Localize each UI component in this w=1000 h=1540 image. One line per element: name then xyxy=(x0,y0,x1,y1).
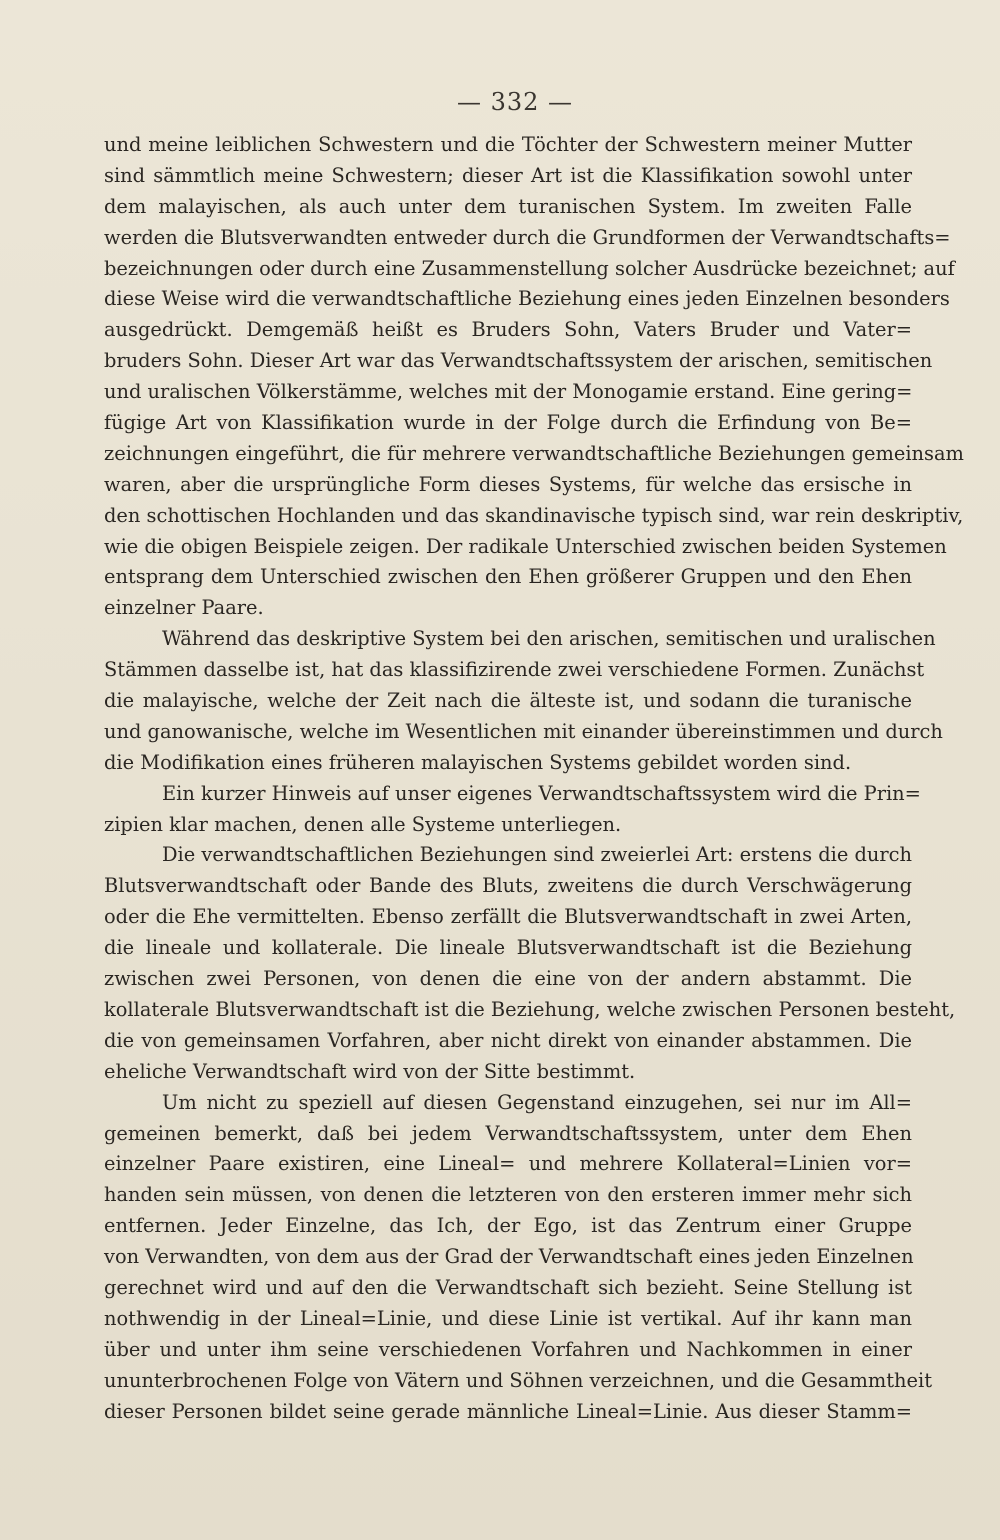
text-line: waren, aber die ursprüngliche Form dieses Systems, für welche das ersische in xyxy=(104,472,912,496)
text-line: kollaterale Blutsverwandtschaft ist die Beziehung, welche zwischen Personen besteht, xyxy=(104,997,956,1021)
text-line: den schottischen Hochlanden und das skandinavische typisch sind, war rein deskriptiv, xyxy=(104,503,964,527)
text-line: die lineale und kollaterale. Die lineale Blutsverwandtschaft ist die Beziehung xyxy=(104,936,912,960)
text-line: und ganowanische, welche im Wesentlichen mit einander übereinstimmen und durch xyxy=(104,719,943,743)
text-line: werden die Blutsverwandten entweder durch die Grundformen der Verwandtschafts= xyxy=(104,225,951,249)
text-line: oder die Ehe vermittelten. Ebenso zerfällt die Blutsverwandtschaft in zwei Arten, xyxy=(104,905,912,929)
text-line: bruders Sohn. Dieser Art war das Verwandtschaftssystem der arischen, semitischen xyxy=(104,349,933,373)
text-line: entfernen. Jeder Einzelne, das Ich, der Ego, ist das Zentrum einer Gruppe xyxy=(104,1214,912,1238)
text-line: und uralischen Völkerstämme, welches mit der Monogamie erstand. Eine gering= xyxy=(104,380,913,404)
text-line: gemeinen bemerkt, daß bei jedem Verwandtschaftssystem, unter dem Ehen xyxy=(104,1121,912,1145)
text-line: Um nicht zu speziell auf diesen Gegenstand einzugehen, sei nur im All= xyxy=(162,1090,912,1114)
text-line: einzelner Paare. xyxy=(104,596,264,620)
text-line: zipien klar machen, denen alle Systeme unterliegen. xyxy=(104,812,622,836)
text-line: Während das deskriptive System bei den arischen, semitischen und uralischen xyxy=(162,627,936,651)
text-line: wie die obigen Beispiele zeigen. Der radikale Unterschied zwischen beiden Systemen xyxy=(104,534,947,558)
text-line: zeichnungen eingeführt, die für mehrere verwandtschaftliche Beziehungen gemeinsam xyxy=(104,441,964,465)
text-line: fügige Art von Klassifikation wurde in der Folge durch die Erfindung von Be= xyxy=(104,411,912,435)
page-number: — 332 — xyxy=(456,88,574,116)
text-line: sind sämmtlich meine Schwestern; dieser Art ist die Klassifikation sowohl unter xyxy=(104,163,912,187)
text-line: bezeichnungen oder durch eine Zusammenstellung solcher Ausdrücke bezeichnet; auf xyxy=(104,256,955,280)
text-line: nothwendig in der Lineal=Linie, und diese Linie ist vertikal. Auf ihr kann man xyxy=(104,1306,912,1330)
text-line: Blutsverwandtschaft oder Bande des Bluts, zweitens die durch Verschwägerung xyxy=(104,874,912,898)
text-line: dieser Personen bildet seine gerade männliche Lineal=Linie. Aus dieser Stamm= xyxy=(104,1399,912,1423)
text-line: ausgedrückt. Demgemäß heißt es Bruders Sohn, Vaters Bruder und Vater= xyxy=(104,318,912,342)
text-line: Stämmen dasselbe ist, hat das klassifizirende zwei verschiedene Formen. Zunächst xyxy=(104,658,925,682)
text-line: diese Weise wird die verwandtschaftliche Beziehung eines jeden Einzelnen besonders xyxy=(104,287,950,311)
text-line: die malayische, welche der Zeit nach die älteste ist, und sodann die turanische xyxy=(104,689,912,713)
text-line: entsprang dem Unterschied zwischen den Ehen größerer Gruppen und den Ehen xyxy=(104,565,912,589)
text-line: ununterbrochenen Folge von Vätern und Söhnen verzeichnen, und die Gesammtheit xyxy=(104,1368,933,1392)
text-line: und meine leiblichen Schwestern und die Töchter der Schwestern meiner Mutter xyxy=(104,133,912,156)
text-line: einzelner Paare existiren, eine Lineal= und mehrere Kollateral=Linien vor= xyxy=(104,1152,912,1176)
text-line: Die verwandtschaftlichen Beziehungen sind zweierlei Art: erstens die durch xyxy=(162,843,912,867)
text-line: gerechnet wird und auf den die Verwandtschaft sich bezieht. Seine Stellung ist xyxy=(104,1275,912,1299)
text-line: Ein kurzer Hinweis auf unser eigenes Verwandtschaftssystem wird die Prin= xyxy=(162,781,921,805)
text-line: über und unter ihm seine verschiedenen Vorfahren und Nachkommen in einer xyxy=(104,1337,912,1361)
text-line: zwischen zwei Personen, von denen die eine von der andern abstammt. Die xyxy=(104,967,912,991)
text-line: dem malayischen, als auch unter dem turanischen System. Im zweiten Falle xyxy=(104,194,912,218)
text-line: handen sein müssen, von denen die letzteren von den ersteren immer mehr sich xyxy=(104,1183,912,1207)
text-line: von Verwandten, von dem aus der Grad der Verwandtschaft eines jeden Einzelnen xyxy=(104,1245,914,1269)
text-line: eheliche Verwandtschaft wird von der Sitte bestimmt. xyxy=(104,1059,636,1083)
body-text xyxy=(104,130,964,1427)
text-line: die Modifikation eines früheren malayischen Systems gebildet worden sind. xyxy=(104,750,852,774)
text-line: die von gemeinsamen Vorfahren, aber nicht direkt von einander abstammen. Die xyxy=(104,1028,912,1052)
